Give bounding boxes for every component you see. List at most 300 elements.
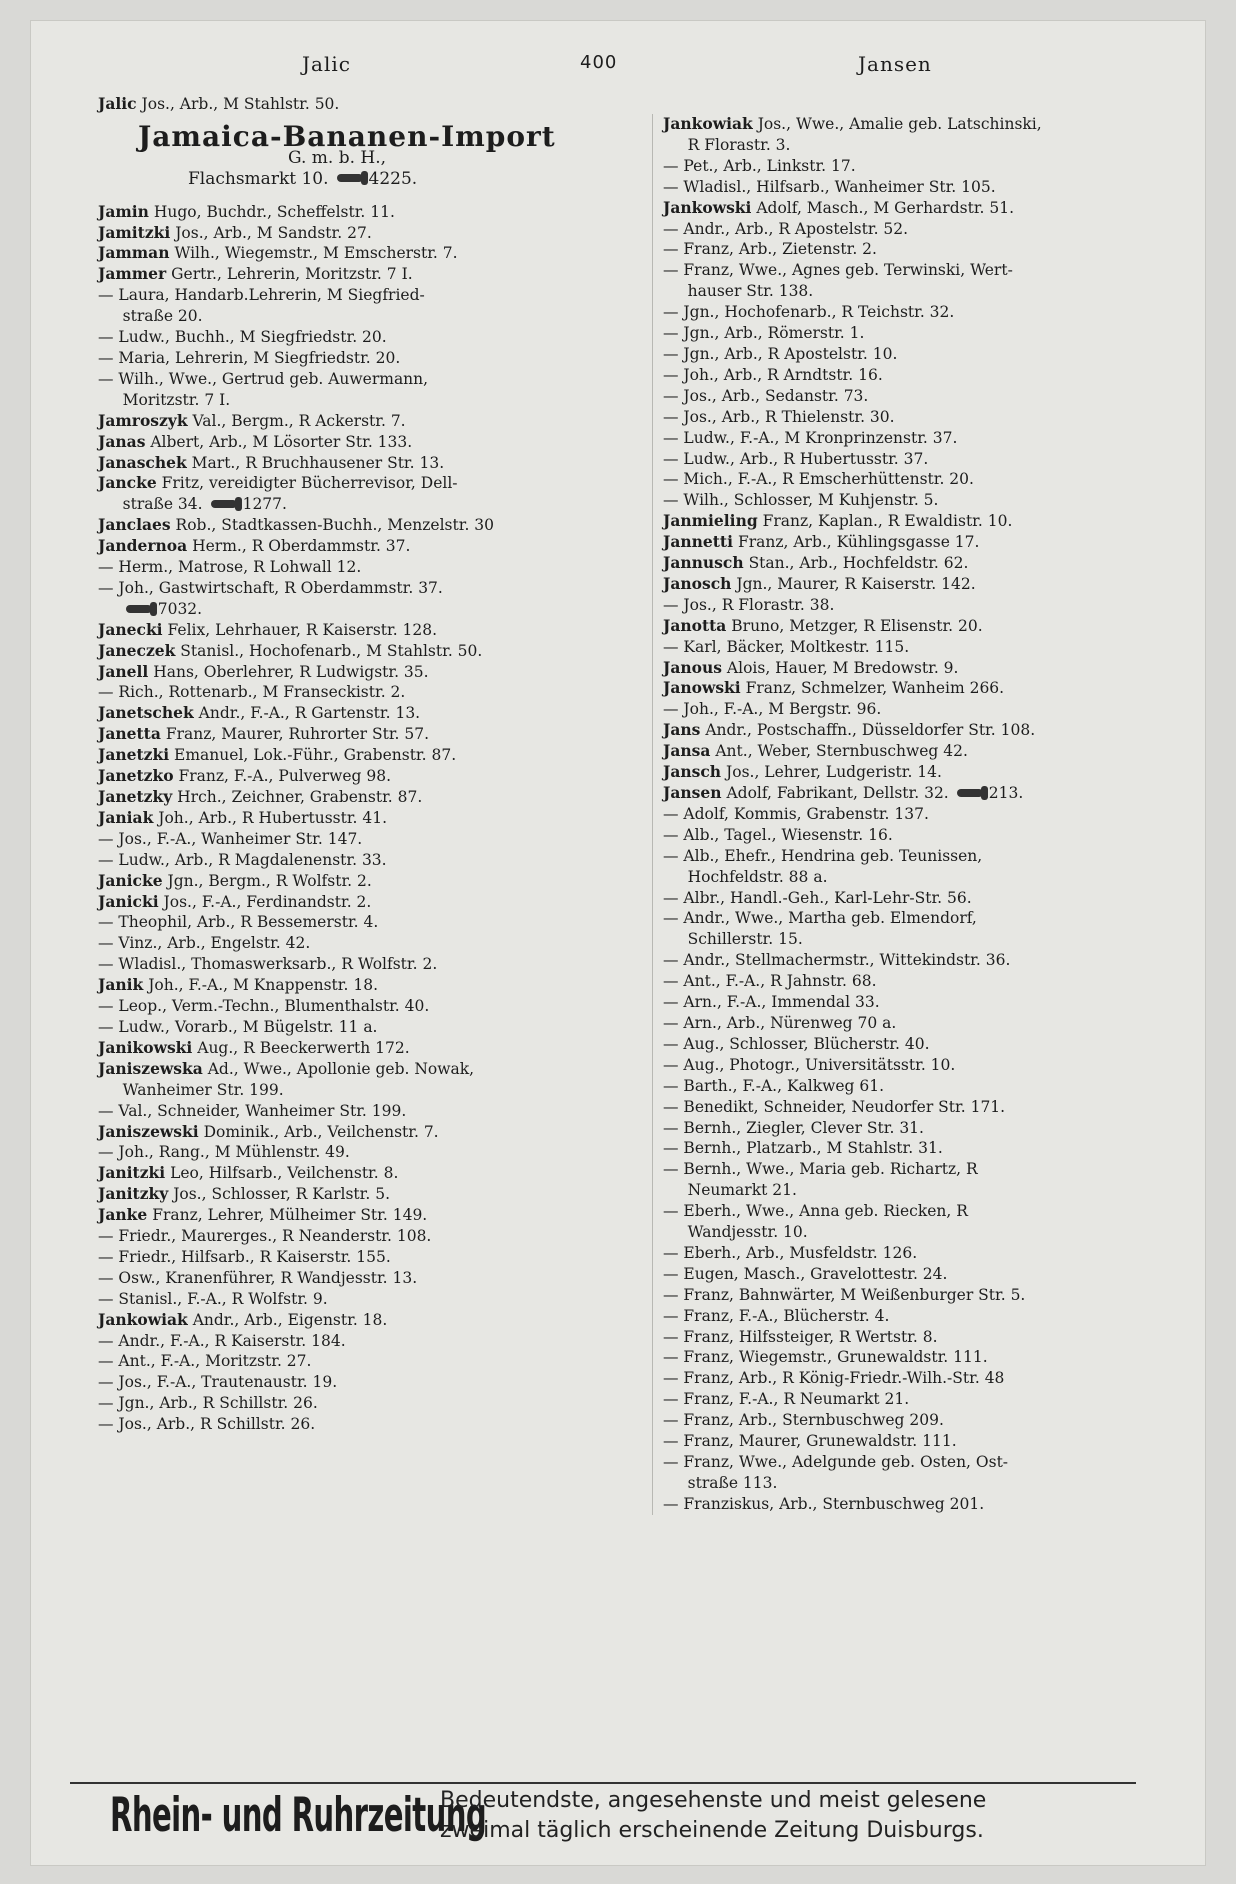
directory-entry: [663, 365, 1198, 386]
entry-details: — Jos., Arb., Sedanstr. 73.: [663, 386, 869, 405]
directory-entry: [663, 428, 1198, 449]
directory-entry: [98, 1122, 633, 1143]
entry-details: — Joh., F.-A., M Bergstr. 96.: [663, 700, 882, 719]
entry-surname: Jannetti: [663, 532, 733, 552]
entry-surname: Jankowiak: [663, 114, 753, 133]
entry-details: Fritz, vereidigter Bücherrevisor, Dell-: [161, 474, 458, 493]
directory-entry: [98, 369, 633, 390]
entry-details: Ad., Wwe., Apollonie geb. Nowak,: [207, 1059, 475, 1078]
directory-entry: [98, 1351, 633, 1372]
directory-entry: [663, 1013, 1198, 1034]
entry-surname: Janetta: [98, 724, 161, 744]
advert-company-form: G. m. b. H.,: [288, 147, 387, 168]
directory-entry: [98, 892, 633, 913]
entry-details: Leo, Hilfsarb., Veilchenstr. 8.: [170, 1164, 399, 1183]
entry-details: Mart., R Bruchhausener Str. 13.: [191, 453, 445, 472]
directory-entry: [98, 850, 633, 871]
entry-surname: Janosch: [663, 573, 732, 593]
telephone-icon: [957, 789, 983, 797]
entry-details: — Ant., F.-A., Moritzstr. 27.: [98, 1352, 312, 1371]
directory-entry: [663, 1118, 1198, 1139]
entry-details: — Franz, Arb., R König-Friedr.-Wilh.-Str. 48: [663, 1369, 1005, 1388]
directory-entry: [663, 281, 1198, 302]
directory-entry: [98, 620, 633, 641]
directory-entry: [663, 992, 1198, 1013]
entry-details: Val., Bergm., R Ackerstr. 7.: [192, 411, 406, 430]
left-column: [98, 94, 633, 1435]
directory-entry: [663, 720, 1198, 741]
directory-entry: [98, 348, 633, 369]
entry-surname: Janetzko: [98, 766, 174, 786]
directory-entry: [663, 469, 1198, 490]
entry-details: — Franz, F.-A., Blücherstr. 4.: [663, 1306, 890, 1325]
entry-details: Rob., Stadtkassen-Buchh., Menzelstr. 30: [175, 516, 495, 535]
entry-surname: Janitzki: [98, 1163, 166, 1183]
directory-entry: [663, 1306, 1198, 1327]
directory-entry: [663, 1243, 1198, 1264]
directory-entry: [663, 490, 1198, 511]
directory-entry: [98, 515, 633, 536]
entry-phone: 7032.: [157, 599, 203, 618]
entry-details: Emanuel, Lok.-Führ., Grabenstr. 87.: [174, 746, 457, 765]
entry-details: — Arn., Arb., Nürenweg 70 a.: [663, 1013, 897, 1032]
directory-entry: [98, 787, 633, 808]
directory-entry: [98, 1205, 633, 1226]
entry-details: — Franz, Maurer, Grunewaldstr. 111.: [663, 1432, 957, 1451]
directory-entry: [98, 1331, 633, 1352]
directory-entry: [663, 511, 1198, 532]
entry-details: Franz, Schmelzer, Wanheim 266.: [745, 679, 1005, 698]
entry-details: — Eberh., Arb., Musfeldstr. 126.: [663, 1243, 918, 1262]
directory-entry: [663, 1368, 1198, 1389]
directory-entry: [98, 808, 633, 829]
directory-entry: [98, 912, 633, 933]
entry-surname: Janikowski: [98, 1037, 193, 1057]
directory-entry: [663, 867, 1198, 888]
directory-entry: [663, 1180, 1198, 1201]
directory-entry: [98, 1017, 633, 1038]
entry-details: — Wilh., Schlosser, M Kuhjenstr. 5.: [663, 491, 939, 510]
directory-entry: [663, 1410, 1198, 1431]
entry-surname: Jansen: [663, 783, 722, 802]
entry-details: — Maria, Lehrerin, M Siegfriedstr. 20.: [98, 348, 401, 367]
directory-entry: [98, 996, 633, 1017]
entry-surname: Jankowski: [663, 197, 752, 217]
directory-entry: [98, 202, 633, 223]
directory-entry: [663, 908, 1198, 929]
directory-entry: [663, 1431, 1198, 1452]
entry-surname: Janetschek: [98, 703, 194, 723]
directory-entry: [663, 386, 1198, 407]
directory-entry: [98, 578, 633, 599]
entry-details: Hugo, Buchdr., Scheffelstr. 11.: [153, 202, 395, 221]
entry-details: Wanheimer Str. 199.: [98, 1080, 284, 1099]
directory-entry: [663, 1494, 1198, 1515]
advert-address: [188, 169, 633, 190]
entry-details: Moritzstr. 7 I.: [98, 390, 231, 409]
directory-entry: [663, 950, 1198, 971]
directory-entry: [98, 1038, 633, 1059]
directory-entry: [98, 327, 633, 348]
entry-surname: Janiak: [98, 807, 154, 827]
entry-surname: Jamin: [98, 201, 149, 221]
directory-entry: [98, 682, 633, 703]
entry-details: — Jgn., Arb., Römerstr. 1.: [663, 324, 865, 343]
newspaper-name: Rhein- und Ruhrzeitung: [110, 1788, 487, 1843]
directory-entry: [98, 975, 633, 996]
entry-details: Jos., Schlosser, R Karlstr. 5.: [173, 1185, 390, 1204]
directory-entry: [663, 239, 1198, 260]
directory-entry: [98, 766, 633, 787]
entry-details: — Jos., Arb., R Schillstr. 26.: [98, 1415, 316, 1434]
directory-entry: [98, 954, 633, 975]
entry-details: Andr., F.-A., R Gartenstr. 13.: [198, 704, 421, 723]
page-number: 400: [580, 52, 618, 73]
directory-entry: [663, 219, 1198, 240]
directory-entry: [98, 1101, 633, 1122]
entry-details: — Alb., Ehefr., Hendrina geb. Teunissen,: [663, 846, 983, 865]
directory-entry: [663, 741, 1198, 762]
entry-surname: Janetzki: [98, 745, 170, 765]
directory-entry: [663, 699, 1198, 720]
directory-entry: [98, 1372, 633, 1393]
entry-details: — Joh., Rang., M Mühlenstr. 49.: [98, 1143, 350, 1162]
company-advert: [138, 119, 633, 190]
entry-details: — Mich., F.-A., R Emscherhüttenstr. 20.: [663, 470, 974, 489]
directory-entry: [98, 1289, 633, 1310]
entry-details: — Albr., Handl.-Geh., Karl-Lehr-Str. 56.: [663, 888, 972, 907]
entry-details: [98, 600, 118, 618]
directory-entry: [98, 641, 633, 662]
directory-entry: [98, 829, 633, 850]
entry-details: — Franz, Wwe., Agnes geb. Terwinski, Wert-: [663, 261, 1013, 280]
directory-entry: [663, 595, 1198, 616]
entry-details: Franz, Arb., Kühlingsgasse 17.: [737, 533, 980, 552]
directory-entry: [663, 344, 1198, 365]
entry-details: straße 113.: [663, 1473, 778, 1492]
directory-entry: [663, 114, 1198, 135]
entry-surname: Janous: [663, 657, 722, 677]
directory-entry: [663, 971, 1198, 992]
entry-details: — Franz, F.-A., R Neumarkt 21.: [663, 1390, 910, 1409]
entry-details: Jos., Lehrer, Ludgeristr. 14.: [726, 763, 942, 782]
entry-details: — Andr., F.-A., R Kaiserstr. 184.: [98, 1331, 346, 1350]
advert-line-1: Bedeutendste, angesehenste und meist gelesene: [440, 1788, 987, 1813]
entry-details: Stanisl., Hochofenarb., M Stahlstr. 50.: [180, 641, 483, 660]
entry-details: — Joh., Arb., R Arndtstr. 16.: [663, 365, 883, 384]
directory-entry: [663, 1327, 1198, 1348]
entry-details: Ant., Weber, Sternbuschweg 42.: [715, 742, 968, 761]
entry-details: — Pet., Arb., Linkstr. 17.: [663, 156, 856, 175]
entry-details: Wilh., Wiegemstr., M Emscherstr. 7.: [174, 244, 458, 263]
directory-entry: [98, 662, 633, 683]
entry-phone: 213.: [988, 784, 1024, 802]
directory-entry: [98, 306, 633, 327]
directory-entry: [663, 1055, 1198, 1076]
directory-entry: [98, 871, 633, 892]
entry-details: — Eberh., Wwe., Anna geb. Riecken, R: [663, 1202, 968, 1221]
directory-entry: [98, 1226, 633, 1247]
entry-details: — Jos., R Florastr. 38.: [663, 595, 835, 614]
entry-details: Joh., F.-A., M Knappenstr. 18.: [148, 976, 379, 995]
entry-details: — Rich., Rottenarb., M Franseckistr. 2.: [98, 683, 406, 702]
directory-entry: [663, 553, 1198, 574]
directory-entry: [98, 223, 633, 244]
directory-entry: [98, 453, 633, 474]
entry-details: Adolf, Masch., M Gerhardstr. 51.: [756, 198, 1015, 217]
entry-details: Stan., Arb., Hochfeldstr. 62.: [748, 554, 969, 573]
entry-surname: Jancke: [98, 473, 157, 493]
entry-details: — Osw., Kranenführer, R Wandjesstr. 13.: [98, 1268, 418, 1287]
entry-surname: Janowski: [663, 678, 741, 698]
directory-entry: [663, 1138, 1198, 1159]
directory-entry: [98, 557, 633, 578]
entry-details: Franz, Lehrer, Mülheimer Str. 149.: [152, 1206, 428, 1225]
directory-entry: [663, 762, 1198, 783]
entry-details: — Karl, Bäcker, Moltkestr. 115.: [663, 637, 910, 656]
directory-entry: [98, 1059, 633, 1080]
entry-surname: Janiszewska: [98, 1058, 203, 1078]
directory-entry: [663, 302, 1198, 323]
directory-entry: [98, 703, 633, 724]
directory-entry: [663, 323, 1198, 344]
entry-details: — Jos., Arb., R Thielenstr. 30.: [663, 407, 895, 426]
entry-details: Franz, Maurer, Ruhrorter Str. 57.: [165, 725, 430, 744]
directory-entry: [663, 888, 1198, 909]
directory-entry: [98, 1393, 633, 1414]
entry-surname: Janaschek: [98, 452, 187, 472]
telephone-icon: [211, 500, 237, 508]
entry-surname: Jamman: [98, 243, 170, 263]
entry-details: straße 34.: [98, 495, 203, 514]
entry-details: Jos., Arb., M Stahlstr. 50.: [141, 95, 340, 113]
directory-entry: [98, 1184, 633, 1205]
directory-entry: [663, 929, 1198, 950]
entry-surname: Jandernoa: [98, 536, 188, 556]
entry-details: straße 20.: [98, 307, 203, 326]
directory-entry: [98, 745, 633, 766]
entry-details: Jgn., Maurer, R Kaiserstr. 142.: [736, 574, 976, 593]
entry-details: — Alb., Tagel., Wiesenstr. 16.: [663, 825, 893, 844]
entry-details: — Franz, Bahnwärter, M Weißenburger Str. 5.: [663, 1285, 1026, 1304]
entry-details: Herm., R Oberdammstr. 37.: [192, 537, 411, 556]
entry-details: Franz, F.-A., Pulverweg 98.: [178, 767, 392, 786]
entry-details: — Laura, Handarb.Lehrerin, M Siegfried-: [98, 286, 425, 305]
directory-entry: [663, 1076, 1198, 1097]
entry-details: — Franziskus, Arb., Sternbuschweg 201.: [663, 1494, 985, 1513]
entry-surname: Jansa: [663, 741, 711, 761]
directory-entry: [663, 198, 1198, 219]
entry-details: Jos., F.-A., Ferdinandstr. 2.: [163, 892, 372, 911]
entry-surname: Janicki: [98, 891, 159, 911]
entry-details: — Aug., Photogr., Universitätsstr. 10.: [663, 1055, 956, 1074]
advert-phone: 4225.: [368, 168, 418, 189]
directory-entry: [98, 599, 633, 620]
entry-details: — Wladisl., Thomaswerksarb., R Wolfstr. 2.: [98, 955, 438, 974]
advert-address-text: Flachsmarkt 10.: [188, 168, 329, 189]
directory-entry: [98, 724, 633, 745]
newspaper-advert-banner: [70, 1782, 1136, 1850]
directory-entry: [98, 1163, 633, 1184]
entry-details: — Herm., Matrose, R Lohwall 12.: [98, 558, 362, 577]
directory-entry: [663, 156, 1198, 177]
directory-entry: [98, 1247, 633, 1268]
entry-details: Jgn., Bergm., R Wolfstr. 2.: [167, 871, 372, 890]
entry-surname: Janicke: [98, 870, 163, 890]
entry-details: Franz, Kaplan., R Ewaldistr. 10.: [762, 512, 1013, 531]
entry-details: Aug., R Beeckerwerth 172.: [197, 1038, 410, 1057]
entry-details: Adolf, Fabrikant, Dellstr. 32.: [726, 784, 949, 802]
directory-entry: [663, 407, 1198, 428]
entry-details: Joh., Arb., R Hubertusstr. 41.: [158, 808, 388, 827]
directory-entry: [98, 243, 633, 264]
entry-surname: Janke: [98, 1205, 148, 1225]
entry-surname: Janclaes: [98, 515, 171, 535]
entry-details: — Aug., Schlosser, Blücherstr. 40.: [663, 1034, 930, 1053]
entry-details: — Stanisl., F.-A., R Wolfstr. 9.: [98, 1289, 328, 1308]
entry-surname: Janotta: [663, 615, 727, 635]
directory-entry: [663, 1097, 1198, 1118]
entry-details: Dominik., Arb., Veilchenstr. 7.: [203, 1122, 439, 1141]
directory-entry: [98, 264, 633, 285]
directory-entry: [663, 1034, 1198, 1055]
entry-surname: Janell: [98, 661, 149, 681]
entry-details: — Vinz., Arb., Engelstr. 42.: [98, 934, 311, 953]
directory-entry: [663, 637, 1198, 658]
entry-details: Wandjesstr. 10.: [663, 1223, 808, 1242]
entry-details: — Jgn., Arb., R Apostelstr. 10.: [663, 344, 898, 363]
entry-details: — Jos., F.-A., Trautenaustr. 19.: [98, 1373, 338, 1392]
entry-details: Gertr., Lehrerin, Moritzstr. 7 I.: [171, 265, 413, 284]
entry-surname: Janiszewski: [98, 1121, 199, 1141]
entry-details: — Wladisl., Hilfsarb., Wanheimer Str. 105.: [663, 177, 996, 196]
entry-details: — Franz, Arb., Zietenstr. 2.: [663, 240, 877, 259]
entry-details: — Leop., Verm.-Techn., Blumenthalstr. 40.: [98, 997, 430, 1016]
entry-details: Andr., Arb., Eigenstr. 18.: [192, 1310, 388, 1329]
entry-surname: Jannusch: [663, 553, 744, 573]
entry-details: — Andr., Wwe., Martha geb. Elmendorf,: [663, 909, 977, 928]
entry-details: — Theophil, Arb., R Bessemerstr. 4.: [98, 913, 379, 932]
directory-entry: [663, 177, 1198, 198]
directory-entry: [98, 285, 633, 306]
entry-surname: Janeczek: [98, 640, 176, 660]
entry-details: — Franz, Wiegemstr., Grunewaldstr. 111.: [663, 1348, 988, 1367]
directory-entry: [663, 532, 1198, 553]
directory-entry: [98, 1142, 633, 1163]
directory-entry: [663, 1285, 1198, 1306]
header-left-word: Jalic: [302, 52, 351, 76]
entry-details: — Andr., Arb., R Apostelstr. 52.: [663, 219, 909, 238]
entry-surname: Janik: [98, 975, 144, 995]
right-column: [652, 114, 1198, 1515]
entry-details: — Barth., F.-A., Kalkweg 61.: [663, 1076, 885, 1095]
directory-entry: [663, 1347, 1198, 1368]
directory-entry: [663, 1264, 1198, 1285]
directory-entry: [663, 678, 1198, 699]
entry-details: — Ludw., F.-A., M Kronprinzenstr. 37.: [663, 428, 958, 447]
directory-entry: [663, 1452, 1198, 1473]
telephone-icon: [126, 605, 152, 613]
directory-entry: [98, 1310, 633, 1331]
entry-details: — Ludw., Buchh., M Siegfriedstr. 20.: [98, 328, 387, 347]
directory-entry: [663, 825, 1198, 846]
directory-entry: [98, 536, 633, 557]
directory-entry: [663, 658, 1198, 679]
entry-details: — Bernh., Ziegler, Clever Str. 31.: [663, 1118, 924, 1137]
entry-details: — Arn., F.-A., Immendal 33.: [663, 993, 880, 1012]
entry-surname: Jamitzki: [98, 222, 171, 242]
entry-details: — Friedr., Hilfsarb., R Kaiserstr. 155.: [98, 1247, 391, 1266]
directory-entry: [663, 616, 1198, 637]
directory-entry: [663, 574, 1198, 595]
entry-surname: Janitzky: [98, 1184, 169, 1204]
directory-entry: [663, 449, 1198, 470]
entry-details: Albert, Arb., M Lösorter Str. 133.: [150, 432, 413, 451]
directory-entry: [98, 432, 633, 453]
directory-entry: [98, 390, 633, 411]
entry-details: Jos., Arb., M Sandstr. 27.: [175, 223, 372, 242]
entry-surname: Janecki: [98, 619, 163, 639]
advert-line-2: zweimal täglich erscheinende Zeitung Duisburgs.: [440, 1818, 984, 1843]
entry-details: Hrch., Zeichner, Grabenstr. 87.: [177, 788, 423, 806]
entry-details: — Ludw., Arb., R Hubertusstr. 37.: [663, 449, 929, 468]
entry-details: Bruno, Metzger, R Elisenstr. 20.: [731, 616, 983, 635]
telephone-icon: [337, 174, 363, 182]
entry-details: — Adolf, Kommis, Grabenstr. 137.: [663, 804, 929, 823]
entry-surname: Jansch: [663, 762, 722, 782]
directory-entry: [663, 846, 1198, 867]
entry-details: — Eugen, Masch., Gravelottestr. 24.: [663, 1264, 948, 1283]
directory-entry: [663, 1473, 1198, 1494]
entry-details: — Bernh., Platzarb., M Stahlstr. 31.: [663, 1139, 943, 1158]
directory-entry: [98, 494, 633, 515]
entry-details: — Jgn., Arb., R Schillstr. 26.: [98, 1394, 318, 1413]
entry-details: — Jos., F.-A., Wanheimer Str. 147.: [98, 829, 363, 848]
entry-details: Andr., Postschaffn., Düsseldorfer Str. 108.: [705, 721, 1036, 740]
entry-details: — Ant., F.-A., R Jahnstr. 68.: [663, 972, 877, 991]
entry-surname: Jankowiak: [98, 1309, 188, 1329]
entry-details: — Joh., Gastwirtschaft, R Oberdammstr. 37.: [98, 578, 443, 597]
directory-entry: [663, 260, 1198, 281]
entry-surname: Jans: [663, 720, 701, 740]
entry-details: Alois, Hauer, M Bredowstr. 9.: [726, 658, 959, 677]
directory-page: [30, 20, 1206, 1866]
entry-details: — Andr., Stellmachermstr., Wittekindstr. 36.: [663, 951, 1011, 970]
entry-surname: Janmieling: [663, 511, 758, 531]
entry-details: hauser Str. 138.: [663, 282, 814, 301]
advert-title: Jamaica-Bananen-Import: [138, 119, 556, 153]
entry-details: Hans, Oberlehrer, R Ludwigstr. 35.: [153, 662, 429, 681]
entry-details: — Friedr., Maurerges., R Neanderstr. 108.: [98, 1227, 432, 1246]
directory-entry: [663, 1389, 1198, 1410]
entry-phone: 1277.: [242, 495, 287, 514]
header-right-word: Jansen: [858, 52, 932, 76]
entry-details: Hochfeldstr. 88 a.: [663, 867, 828, 886]
entry-surname: Janas: [98, 431, 146, 451]
directory-entry: [98, 411, 633, 432]
entry-surname: Jammer: [98, 264, 167, 284]
entry-details: — Franz, Arb., Sternbuschweg 209.: [663, 1411, 944, 1430]
directory-entry: [98, 1268, 633, 1289]
entry-details: — Jgn., Hochofenarb., R Teichstr. 32.: [663, 303, 955, 322]
directory-entry: [98, 473, 633, 494]
entry-details: Neumarkt 21.: [663, 1181, 797, 1200]
directory-entry: [663, 135, 1198, 156]
entry-details: Felix, Lehrhauer, R Kaiserstr. 128.: [167, 620, 438, 639]
entry-details: — Ludw., Vorarb., M Bügelstr. 11 a.: [98, 1017, 378, 1036]
entry-surname: Jalic: [98, 94, 137, 113]
directory-entry: [663, 1159, 1198, 1180]
